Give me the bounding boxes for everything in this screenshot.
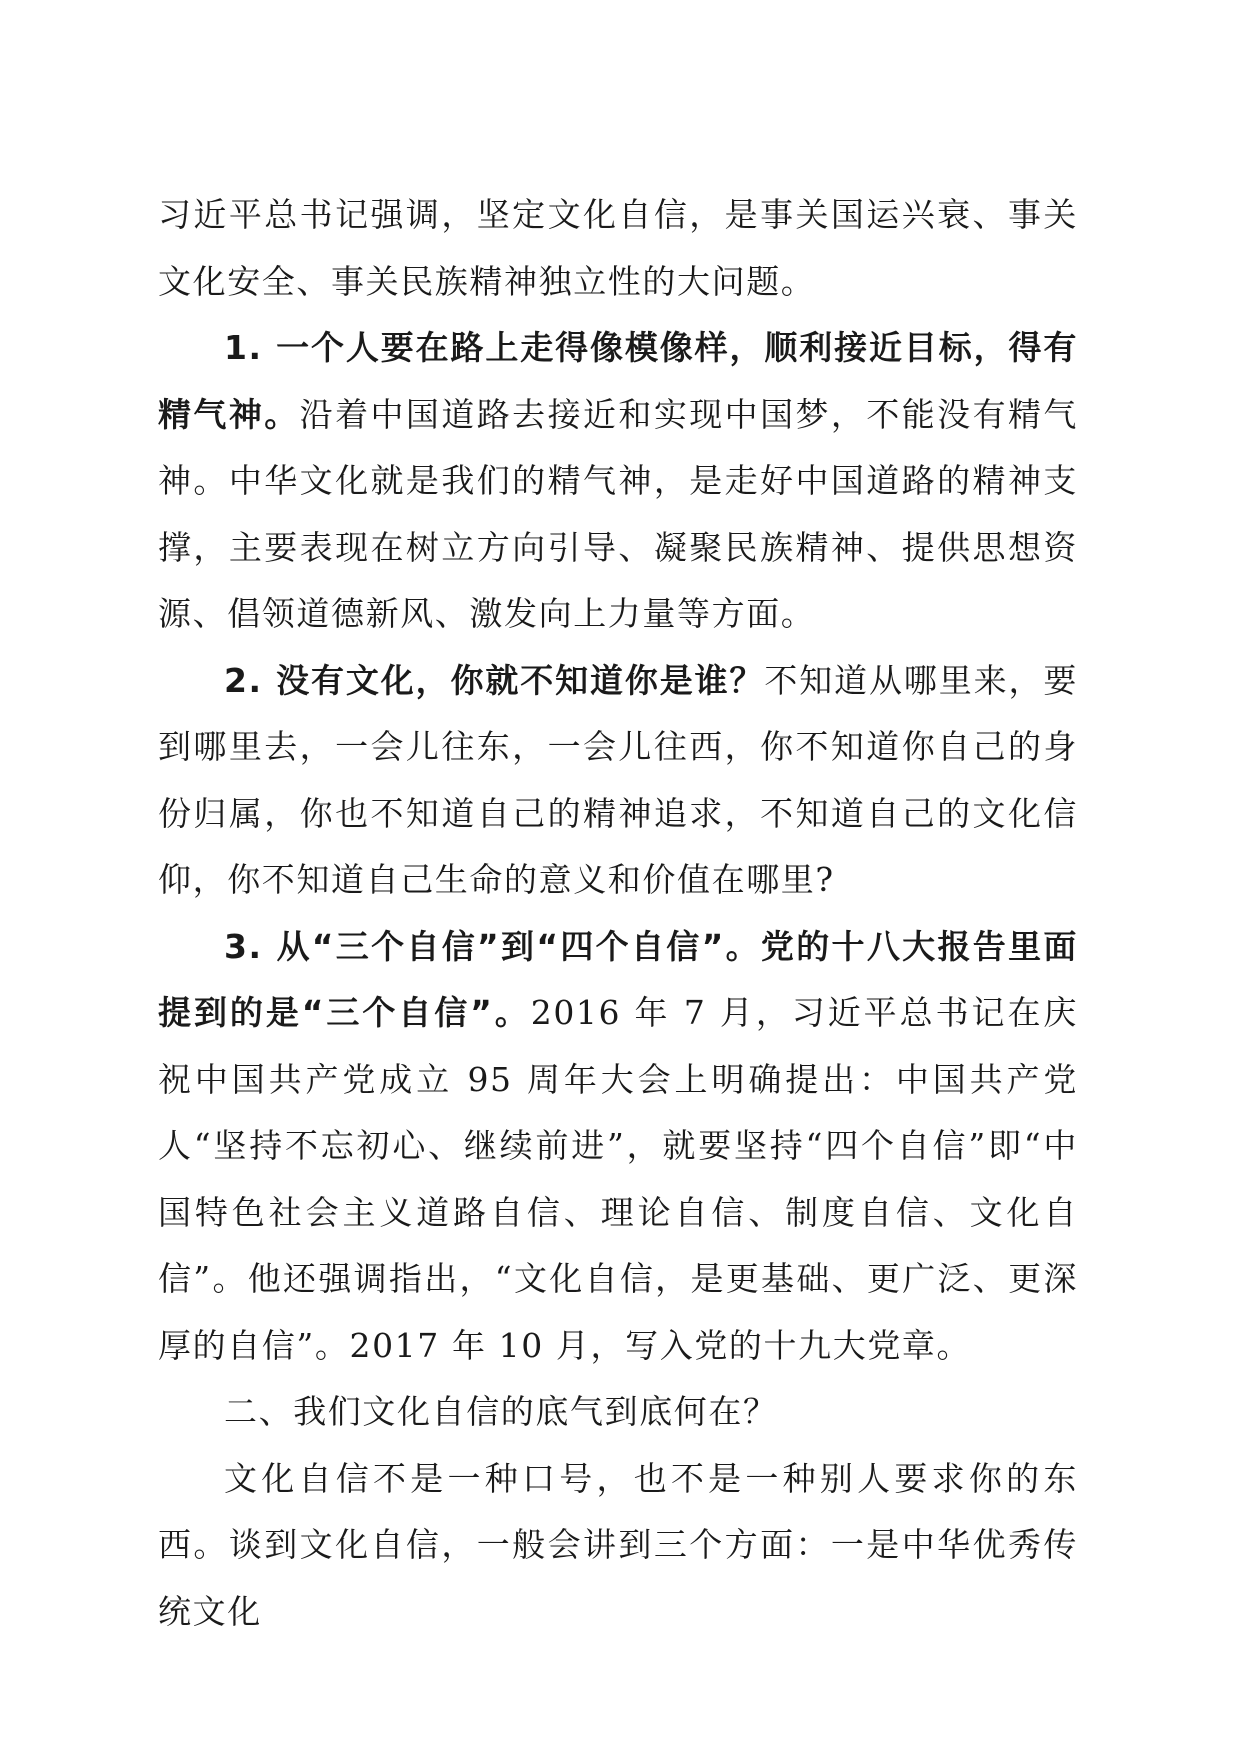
paragraph-point-1 xyxy=(158,315,1078,648)
paragraph-text: 不知道从哪里来，要到哪里去，一会儿往东，一会儿往西，你不知道你自己的身份归属，你也不知道自己的精神追求，不知道自己的文化信仰，你不知道自己生命的意义和价值在哪里? xyxy=(158,660,1079,899)
paragraph-text: 沿着中国道路去接近和实现中国梦，不能没有精气神。中华文化就是我们的精气神，是走好中国道路的精神支撑，主要表现在树立方向引导、凝聚民族精神、提供思想资源、倡领道德新风、激发向上力量等方面。 xyxy=(158,394,1078,633)
section-heading: 二、我们文化自信的底气到底何在？ xyxy=(224,1392,778,1431)
paragraph-bold-lead: 1. 一个人要在路上走得像模像样，顺利接近目标，得有精气神。 xyxy=(158,328,1078,434)
paragraph-section-intro xyxy=(158,1446,1078,1646)
paragraph-point-2 xyxy=(158,648,1078,914)
paragraph-text: 文化自信不是一种口号，也不是一种别人要求你的东西。谈到文化自信，一般会讲到三个方面：一是中华优秀传统文化 xyxy=(158,1458,1078,1631)
paragraph-continuation xyxy=(158,182,1078,315)
document-body xyxy=(158,182,1078,1645)
paragraph-bold-lead: 2. 没有文化，你就不知道你是谁？ xyxy=(224,660,765,700)
paragraph-bold-lead: 3. 从“三个自信”到“四个自信”。党的十八大报告里面提到的是“三个自信”。 xyxy=(158,926,1078,1032)
paragraph-text: 习近平总书记强调，坚定文化自信，是事关国运兴衰、事关文化安全、事关民族精神独立性的大问题。 xyxy=(158,195,1078,301)
paragraph-point-3 xyxy=(158,914,1078,1380)
paragraph-text: 2016 年 7 月，习近平总书记在庆祝中国共产党成立 95 周年大会上明确提出：中国共产党人“坚持不忘初心、继续前进”，就要坚持“四个自信”即“中国特色社会主义道路自信、理论自信、制度自信、文化自信”。他还强调指出，“文化自信，是更基础、更广泛、更深厚的自信”。2017 年 10 月，写入党的十九大党章。 xyxy=(158,993,1078,1365)
